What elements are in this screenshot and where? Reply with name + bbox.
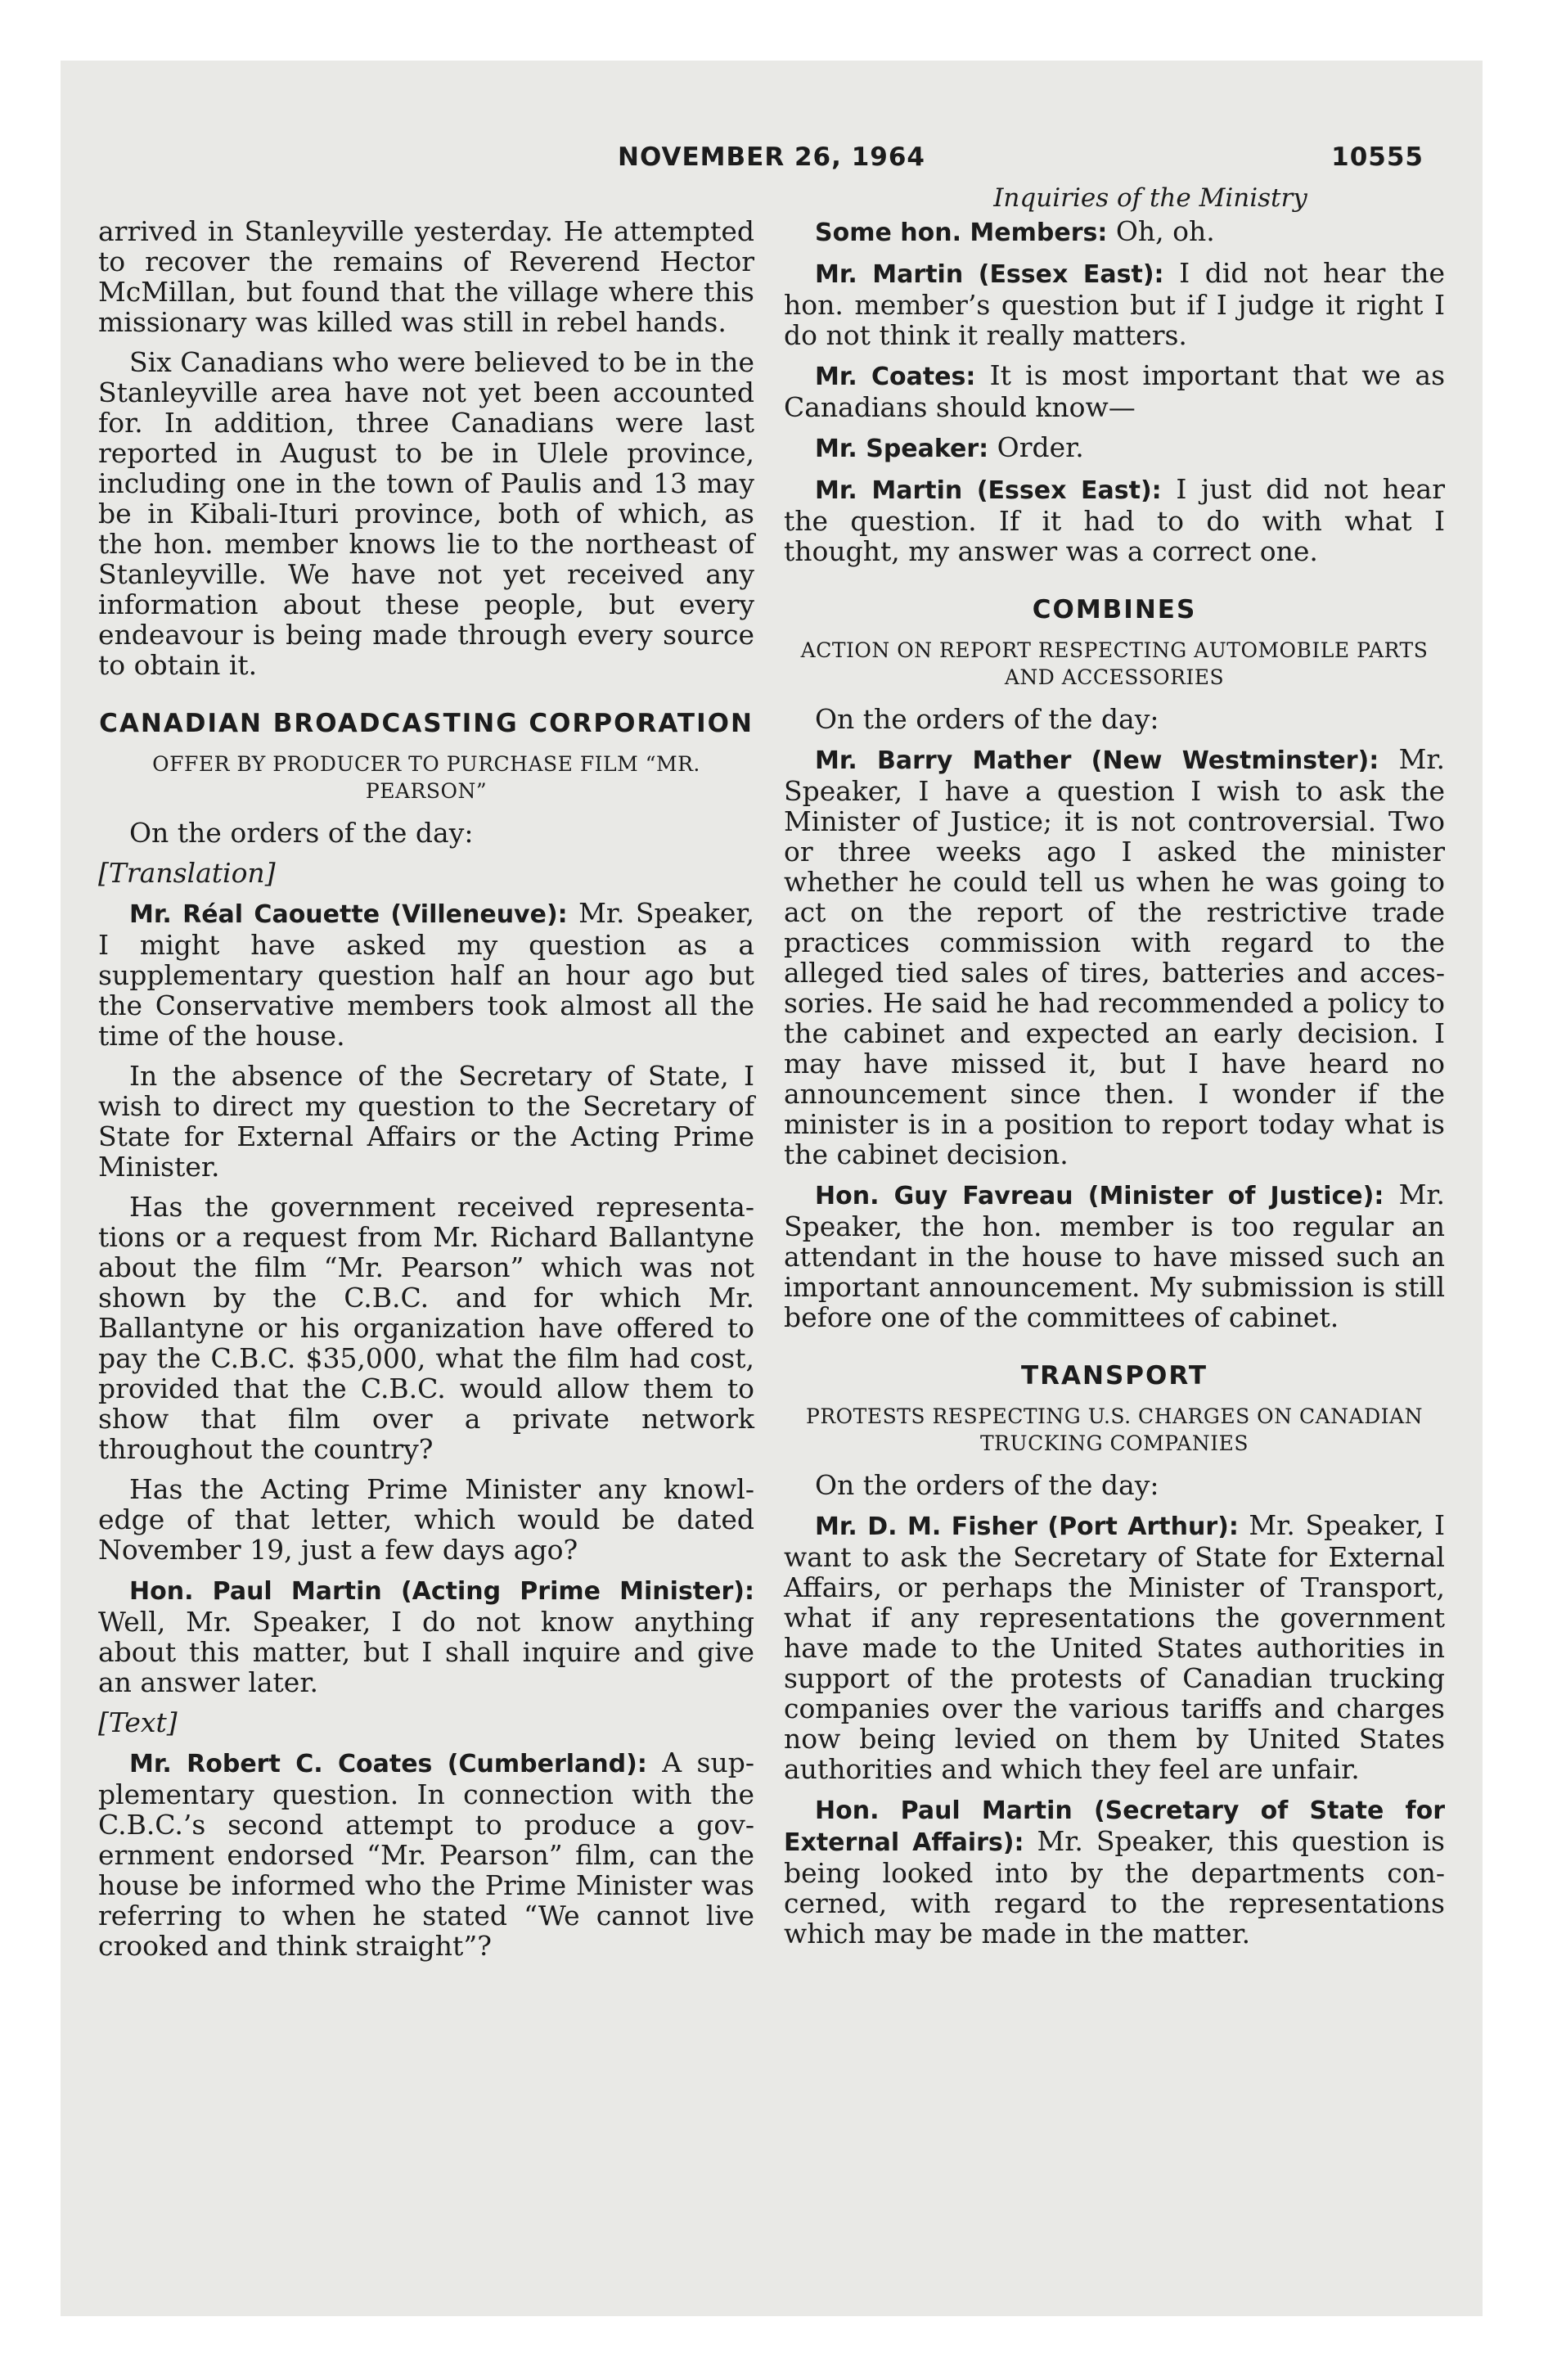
speech <box>784 432 1445 464</box>
paragraph: On the orders of the day: <box>815 703 1159 735</box>
speech <box>784 258 1445 350</box>
section-subheading: PROTESTS RESPECTING U.S. CHARGES ON CANADIAN TRUCKING COMPANIES <box>806 1404 1423 1455</box>
speaker-name: Mr. Martin (Essex East): <box>815 476 1162 505</box>
speaker-name: Mr. Réal Caouette (Villeneuve): <box>129 900 568 929</box>
running-head-date: NOVEMBER 26, 1964 <box>618 142 925 172</box>
translation-marker: [Translation] <box>98 857 276 889</box>
left-column <box>98 216 754 1971</box>
paragraph: Has the Acting Prime Minister any knowledge of that letter, which would be dated November 19, just a few days ago? <box>98 1473 754 1566</box>
speech <box>98 1575 754 1697</box>
speech-text: Oh, oh. <box>1115 215 1215 247</box>
paragraph: Has the government received representations or a request from Mr. Richard Ballantyne about the film “Mr. Pearson” which was not shown by the C.B.C. and for which Mr. Ballantyne or his organization have offered to pay the C.B.C. $35,000, what the film had cost, provided that the C.B.C. would allow them to show that film over a private network throughout the country? <box>98 1191 754 1465</box>
speech <box>784 360 1445 422</box>
section-subheading: ACTION ON REPORT RESPECTING AUTOMOBILE PARTS AND ACCESSORIES <box>800 638 1429 689</box>
speaker-name: Hon. Guy Favreau (Minister of Justice): <box>815 1182 1384 1210</box>
section-heading: COMBINES <box>1032 595 1197 624</box>
paragraph: On the orders of the day: <box>129 817 474 849</box>
paragraph: On the orders of the day: <box>815 1469 1159 1501</box>
speech-text: Mr. Speaker, I want to ask the Secretary of State for External Affairs, or perhaps the Minister of Transport, what if any representations the government have made to the United States authorities in support of the protests of Canadian trucking companies over the various tariffs and charges now being levied on them by United States authorities and which they feel are unfair. <box>784 1509 1446 1785</box>
speech-text: Well, Mr. Speaker, I do not know anything about this matter, but I shall inquire and give an answer later. <box>98 1606 754 1698</box>
speech <box>98 1747 754 1961</box>
paragraph: In the absence of the Secretary of State, I wish to direct my question to the Secretary of State for External Affairs or the Acting Prime Minister. <box>98 1060 754 1183</box>
speaker-name: Mr. Speaker: <box>815 435 989 463</box>
speech <box>784 1794 1445 1949</box>
speech-text: Mr. Speaker, this question is being looked into by the departments concerned, with regard to the representations which may be made in the matter. <box>784 1825 1445 1950</box>
speech <box>98 898 754 1051</box>
section-running-head: Inquiries of the Ministry <box>993 183 1307 213</box>
speech-text: Order. <box>997 431 1084 463</box>
section-heading: TRANSPORT <box>1021 1361 1208 1391</box>
speech <box>784 1510 1445 1784</box>
page-number: 10555 <box>1331 142 1424 172</box>
speech <box>784 216 1445 248</box>
speaker-name: Mr. D. M. Fisher (Port Arthur): <box>815 1512 1239 1541</box>
speaker-name: Mr. Robert C. Coates (Cumberland): <box>129 1750 647 1778</box>
speaker-name: Hon. Paul Martin (Secretary of State for External Affairs): <box>784 1796 1445 1857</box>
section-subheading: OFFER BY PRODUCER TO PURCHASE FILM “MR. PEARSON” <box>152 752 700 803</box>
speech-text: It is most important that we as Canadians should know— <box>784 359 1446 423</box>
speech-text: Mr. Speaker, I have a question I wish to ask the Minister of Justice; it is not controversial. Two or three weeks ago I asked the minister whether he could tell us when he was going to act on the report of the restrictive trade practices commission with regard to the alleged tied sales of tires, batteries and accessories. He said he had recommended a policy to the cabinet and expected an early decision. I may have missed it, but I have heard no announcement since then. I wonder if the minister is in a position to report today what is the cabinet decision. <box>784 743 1445 1170</box>
paragraph: Six Canadians who were believed to be in the Stanleyville area have not yet been accounted for. In addition, three Canadians were last reported in August to be in Ulele province, including one in the town of Paulis and 13 may be in Kibali-Ituri province, both of which, as the hon. member knows lie to the northeast of Stanleyville. We have not yet received any information about these people, but every endeavour is being made through every source to obtain it. <box>98 346 754 681</box>
speaker-name: Mr. Barry Mather (New Westminster): <box>815 746 1379 775</box>
right-column <box>784 216 1445 1959</box>
speech-text: Mr. Speaker, I might have asked my question as a supplementary question half an hour ago but the Conservative members took almost all the time of the house. <box>98 897 754 1052</box>
page <box>61 61 1483 2316</box>
speech-text: I did not hear the hon. member’s question but if I judge it right I do not think it really matters. <box>784 257 1445 351</box>
speaker-name: Some hon. Members: <box>815 219 1108 247</box>
speaker-name: Hon. Paul Martin (Acting Prime Minister): <box>129 1577 754 1606</box>
text-marker: [Text] <box>98 1706 178 1738</box>
speaker-name: Mr. Coates: <box>815 363 976 391</box>
speech-text: I just did not hear the question. If it had to do with what I thought, my answer was a correct one. <box>784 473 1445 567</box>
speech-text: Mr. Speaker, the hon. member is too regular an attendant in the house to have missed such an important announcement. My submission is still before one of the committees of cabinet. <box>784 1179 1445 1333</box>
speaker-name: Mr. Martin (Essex East): <box>815 260 1164 289</box>
speech <box>784 744 1445 1170</box>
speech-text: A supplementary question. In connection with the C.B.C.’s second attempt to produce a government endorsed “Mr. Pearson” film, can the house be informed who the Prime Minister was referring to when he stated “We cannot live crooked and think straight”? <box>98 1747 754 1962</box>
section-heading: CANADIAN BROADCASTING CORPORATION <box>99 709 754 738</box>
speech <box>784 1179 1445 1332</box>
paragraph: arrived in Stanleyville yesterday. He attempted to recover the remains of Reverend Hector McMillan, but found that the village where this missionary was killed was still in rebel hands. <box>98 215 754 338</box>
speech <box>784 474 1445 566</box>
